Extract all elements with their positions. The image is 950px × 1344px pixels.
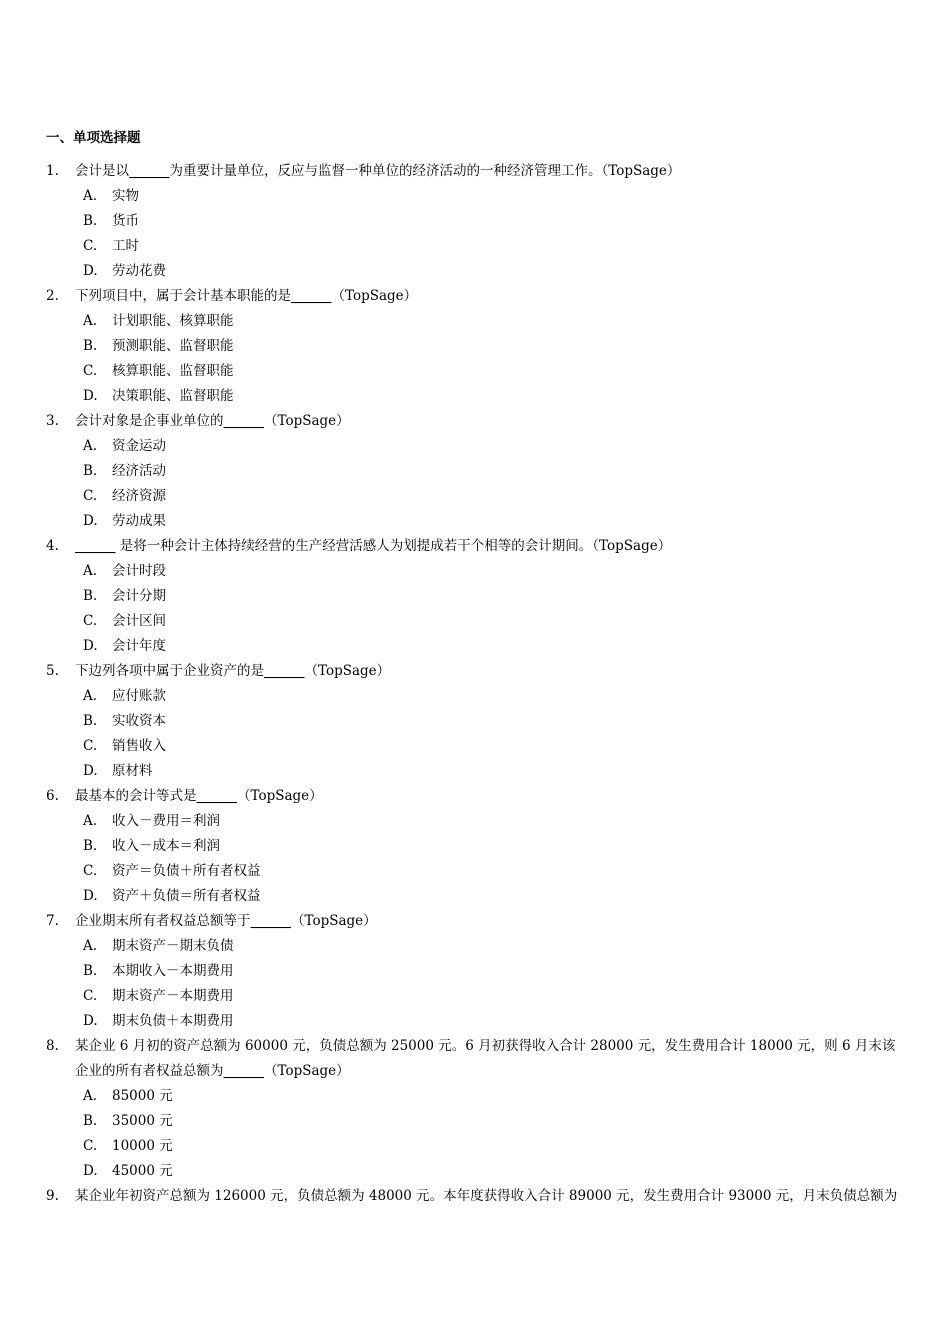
- option-label: A.: [83, 563, 98, 579]
- question-text-after: 为重要计量单位，反应与监督一种单位的经济活动的一种经济管理工作。（TopSage）: [169, 163, 681, 179]
- option-text: 会计区间: [112, 613, 166, 629]
- option-label: C.: [83, 1138, 98, 1154]
- question-text: [75, 1034, 907, 1084]
- question-text-after: （TopSage）: [237, 788, 323, 804]
- answer-blank: ______: [264, 663, 305, 679]
- option-text: 会计分期: [112, 588, 166, 604]
- option-text: 经济资源: [112, 488, 166, 504]
- question-item: [0, 159, 950, 284]
- option-label: A.: [83, 313, 98, 329]
- answer-option: [0, 459, 950, 484]
- answer-option: [0, 1009, 950, 1034]
- question-number: 8.: [46, 1038, 59, 1054]
- question-text-before: 某企业年初资产总额为 126000 元，负债总额为 48000 元。本年度获得收入合计 89000 元，发生费用合计 93000 元，月末负债总额为: [75, 1188, 898, 1204]
- question-number: 4.: [46, 538, 59, 554]
- option-text: 本期收入－本期费用: [112, 963, 234, 979]
- option-text: 资产＋负债＝所有者权益: [112, 888, 261, 904]
- option-label: B.: [83, 213, 98, 229]
- question-list: [0, 159, 950, 1209]
- option-label: D.: [83, 763, 98, 779]
- question-number: 5.: [46, 663, 59, 679]
- question-number: 7.: [46, 913, 59, 929]
- answer-blank: ______: [250, 913, 291, 929]
- option-label: A.: [83, 438, 98, 454]
- answer-option: [0, 509, 950, 534]
- answer-option: [0, 809, 950, 834]
- option-label: B.: [83, 588, 98, 604]
- question-text-before: 最基本的会计等式是: [75, 788, 197, 804]
- option-text: 销售收入: [112, 738, 166, 754]
- option-text: 工时: [112, 238, 139, 254]
- question-text-before: 企业期末所有者权益总额等于: [75, 913, 251, 929]
- answer-option: [0, 309, 950, 334]
- answer-option: [0, 384, 950, 409]
- option-label: B.: [83, 963, 98, 979]
- answer-option: [0, 834, 950, 859]
- question-stem: [0, 1034, 950, 1084]
- question-number: 9.: [46, 1188, 59, 1204]
- question-text-after: （TopSage）: [291, 913, 377, 929]
- option-label: C.: [83, 863, 98, 879]
- answer-option: [0, 434, 950, 459]
- answer-blank: ______: [129, 163, 170, 179]
- question-item: [0, 1034, 950, 1184]
- question-text-before: 下列项目中，属于会计基本职能的是: [75, 288, 291, 304]
- option-text: 收入－费用＝利润: [112, 813, 220, 829]
- option-label: C.: [83, 738, 98, 754]
- question-text: [75, 659, 907, 684]
- answer-option: [0, 884, 950, 909]
- option-text: 应付账款: [112, 688, 166, 704]
- option-text: 原材料: [112, 763, 153, 779]
- answer-option: [0, 484, 950, 509]
- answer-option: [0, 684, 950, 709]
- option-text: 经济活动: [112, 463, 166, 479]
- option-text: 期末负债＋本期费用: [112, 1013, 234, 1029]
- option-text: 核算职能、监督职能: [112, 363, 234, 379]
- answer-option: [0, 709, 950, 734]
- question-stem: [0, 909, 950, 934]
- answer-option: [0, 584, 950, 609]
- option-label: A.: [83, 688, 98, 704]
- option-label: C.: [83, 488, 98, 504]
- question-text-after: （TopSage）: [304, 663, 391, 679]
- option-text: 资金运动: [112, 438, 166, 454]
- option-text: 决策职能、监督职能: [112, 388, 234, 404]
- answer-blank: ______: [223, 413, 264, 429]
- question-number: 3.: [46, 413, 59, 429]
- option-label: C.: [83, 363, 98, 379]
- question-number: 6.: [46, 788, 59, 804]
- question-item: [0, 534, 950, 659]
- option-label: D.: [83, 1163, 98, 1179]
- option-label: B.: [83, 463, 98, 479]
- option-text: 计划职能、核算职能: [112, 313, 234, 329]
- answer-option: [0, 1134, 950, 1159]
- question-number: 2.: [46, 288, 59, 304]
- answer-option: [0, 559, 950, 584]
- option-label: A.: [83, 1088, 98, 1104]
- option-text: 实物: [112, 188, 139, 204]
- question-text-before: 会计是以: [75, 163, 129, 179]
- option-label: A.: [83, 188, 98, 204]
- question-text: [75, 784, 907, 809]
- question-text-after: （TopSage）: [331, 288, 418, 304]
- option-text: 85000 元: [112, 1088, 173, 1104]
- question-stem: [0, 284, 950, 309]
- option-text: 会计年度: [112, 638, 166, 654]
- question-stem: [0, 159, 950, 184]
- answer-option: [0, 1109, 950, 1134]
- option-text: 实收资本: [112, 713, 166, 729]
- question-text: [75, 284, 907, 309]
- option-label: D.: [83, 388, 98, 404]
- question-text: [75, 1184, 907, 1209]
- answer-option: [0, 1084, 950, 1109]
- option-text: 45000 元: [112, 1163, 173, 1179]
- option-text: 10000 元: [112, 1138, 173, 1154]
- question-stem: [0, 1184, 950, 1209]
- question-text-before: 某企业 6 月初的资产总额为 60000 元，负债总额为 25000 元。6 月初获得收入合计 28000 元，发生费用合计 18000 元，则 6 月末该企业的所有者权益总额为: [75, 1038, 896, 1079]
- option-label: D.: [83, 1013, 98, 1029]
- question-text-after: （TopSage）: [264, 413, 350, 429]
- answer-blank: ______: [75, 538, 116, 554]
- answer-blank: ______: [196, 788, 237, 804]
- question-item: [0, 784, 950, 909]
- answer-option: [0, 234, 950, 259]
- option-label: D.: [83, 888, 98, 904]
- question-text: [75, 909, 907, 934]
- answer-option: [0, 1159, 950, 1184]
- question-number: 1.: [46, 163, 59, 179]
- option-text: 资产＝负债＋所有者权益: [112, 863, 261, 879]
- option-text: 期末资产－本期费用: [112, 988, 234, 1004]
- answer-option: [0, 859, 950, 884]
- option-label: B.: [83, 338, 98, 354]
- option-text: 会计时段: [112, 563, 166, 579]
- option-label: D.: [83, 638, 98, 654]
- option-text: 期末资产－期末负债: [112, 938, 234, 954]
- answer-option: [0, 959, 950, 984]
- answer-option: [0, 759, 950, 784]
- option-label: A.: [83, 813, 98, 829]
- answer-option: [0, 209, 950, 234]
- option-text: 预测职能、监督职能: [112, 338, 234, 354]
- option-text: 劳动成果: [112, 513, 166, 529]
- option-text: 收入－成本＝利润: [112, 838, 220, 854]
- section-title: 一、单项选择题: [46, 130, 141, 146]
- question-text-before: 下边列各项中属于企业资产的是: [75, 663, 264, 679]
- option-label: B.: [83, 713, 98, 729]
- question-stem: [0, 659, 950, 684]
- question-item: [0, 659, 950, 784]
- option-label: C.: [83, 613, 98, 629]
- answer-option: [0, 259, 950, 284]
- question-text: [75, 534, 907, 559]
- answer-option: [0, 734, 950, 759]
- option-label: B.: [83, 1113, 98, 1129]
- question-text: [75, 159, 907, 184]
- question-stem: [0, 409, 950, 434]
- option-text: 劳动花费: [112, 263, 166, 279]
- question-text-after: 是将一种会计主体持续经营的生产经营活感人为划提成若干个相等的会计期间。（TopSage）: [115, 538, 672, 554]
- option-text: 35000 元: [112, 1113, 173, 1129]
- answer-option: [0, 334, 950, 359]
- answer-option: [0, 934, 950, 959]
- option-label: D.: [83, 513, 98, 529]
- question-item: [0, 909, 950, 1034]
- answer-option: [0, 359, 950, 384]
- option-label: C.: [83, 238, 98, 254]
- question-stem: [0, 534, 950, 559]
- option-label: C.: [83, 988, 98, 1004]
- option-label: D.: [83, 263, 98, 279]
- question-text-before: 会计对象是企事业单位的: [75, 413, 224, 429]
- option-label: A.: [83, 938, 98, 954]
- answer-option: [0, 184, 950, 209]
- answer-blank: ______: [223, 1063, 264, 1079]
- question-stem: [0, 784, 950, 809]
- question-text: [75, 409, 907, 434]
- question-item: [0, 284, 950, 409]
- answer-option: [0, 634, 950, 659]
- answer-blank: ______: [291, 288, 332, 304]
- answer-option: [0, 984, 950, 1009]
- option-text: 货币: [112, 213, 139, 229]
- question-text-after: （TopSage）: [264, 1063, 350, 1079]
- answer-option: [0, 609, 950, 634]
- option-label: B.: [83, 838, 98, 854]
- question-item: [0, 1184, 950, 1209]
- question-item: [0, 409, 950, 534]
